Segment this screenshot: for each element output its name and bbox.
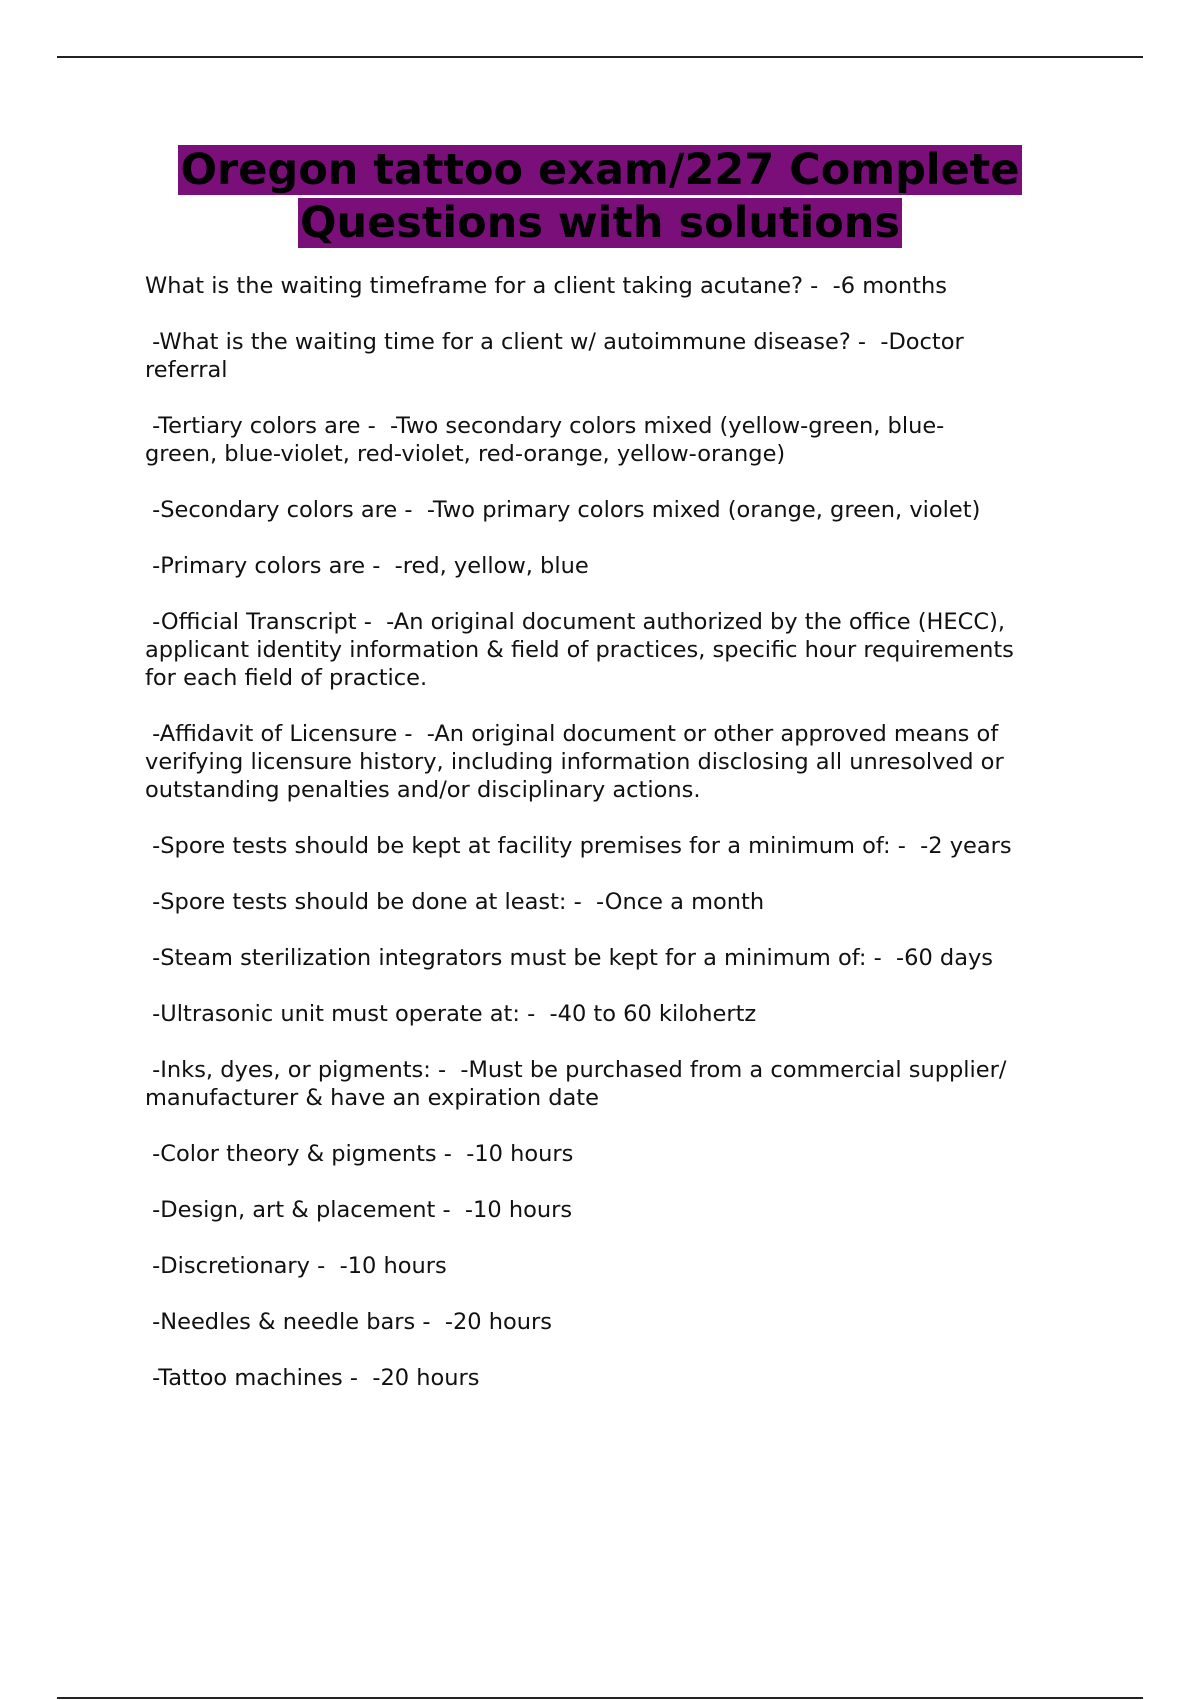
qa-item: -Color theory & pigments - -10 hours xyxy=(145,1141,574,1167)
qa-item: -Spore tests should be kept at facility premises for a minimum of: - -2 years xyxy=(145,833,1012,859)
qa-item: -Design, art & placement - -10 hours xyxy=(145,1197,573,1223)
document-title xyxy=(100,144,1100,250)
qa-item: -Steam sterilization integrators must be kept for a minimum of: - -60 days xyxy=(145,945,994,971)
qa-item: -Primary colors are - -red, yellow, blue xyxy=(145,553,589,579)
top-divider xyxy=(57,56,1143,58)
qa-item: What is the waiting timeframe for a client taking acutane? - -6 months xyxy=(145,273,947,299)
qa-item: -What is the waiting time for a client w/ autoimmune disease? - -Doctor referral xyxy=(145,329,964,383)
title-line-2: Questions with solutions xyxy=(299,198,901,248)
qa-item: -Secondary colors are - -Two primary colors mixed (orange, green, violet) xyxy=(145,497,981,523)
qa-item: -Discretionary - -10 hours xyxy=(145,1253,447,1279)
qa-item: -Official Transcript - -An original document authorized by the office (HECC), applicant identity information & field of practices, specific hour requirements for each field of practice. xyxy=(145,609,1014,691)
qa-item: -Spore tests should be done at least: - -Once a month xyxy=(145,889,765,915)
qa-list xyxy=(145,272,1085,1420)
qa-item: -Needles & needle bars - -20 hours xyxy=(145,1309,552,1335)
qa-item: -Ultrasonic unit must operate at: - -40 to 60 kilohertz xyxy=(145,1001,757,1027)
qa-item: -Tattoo machines - -20 hours xyxy=(145,1365,480,1391)
qa-item: -Inks, dyes, or pigments: - -Must be purchased from a commercial supplier/ manufacturer & have an expiration date xyxy=(145,1057,1007,1111)
qa-item: -Affidavit of Licensure - -An original document or other approved means of verifying licensure history, including information disclosing all unresolved or outstanding penalties and/or disciplinary actions. xyxy=(145,721,1004,803)
qa-item: -Tertiary colors are - -Two secondary colors mixed (yellow-green, blue- green, blue-violet, red-violet, red-orange, yellow-orange) xyxy=(145,413,945,467)
bottom-divider xyxy=(57,1697,1143,1699)
title-line-1: Oregon tattoo exam/227 Complete xyxy=(180,145,1020,195)
